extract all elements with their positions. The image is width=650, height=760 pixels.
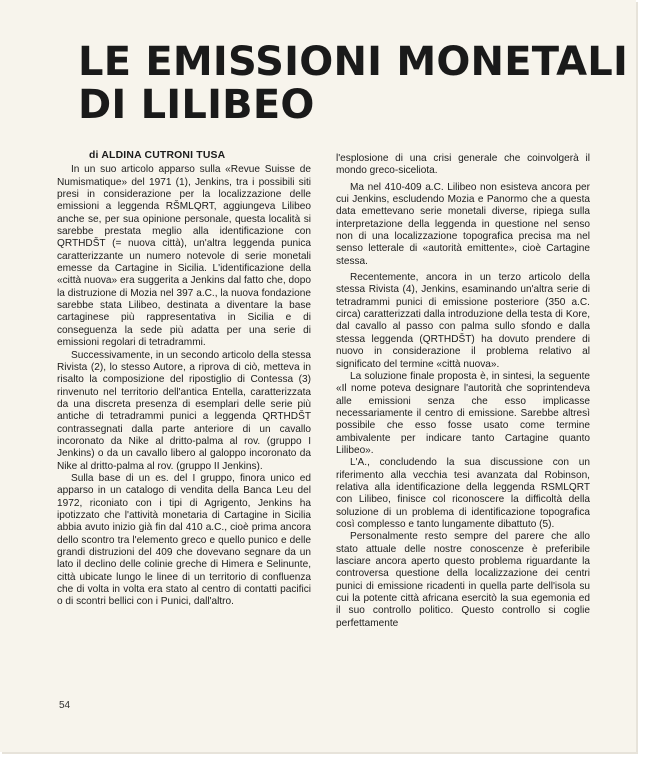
paragraph: La soluzione finale proposta è, in sintesi, la seguente «Il nome poteva designare l'autorità che soprintendeva alle emissioni senza che esso implicasse necessariamente il centro di emissione. Sarebbe altresì possibile che esso fosse usato come termine ambivalente per indicare tanto Cartagine quanto Lilibeo». bbox=[336, 370, 590, 456]
left-column bbox=[57, 150, 311, 609]
title-line-1: LE EMISSIONI MONETALI bbox=[78, 39, 629, 85]
author-byline: di ALDINA CUTRONI TUSA bbox=[89, 150, 226, 161]
article-title bbox=[78, 39, 629, 128]
paragraph: Ma nel 410-409 a.C. Lilibeo non esisteva ancora per cui Jenkins, escludendo Mozia e Panormo che a questa data emettevano serie monetali diverse, ripiega sulla interpretazione della leggenda in questione nel senso non di una localizzazione topografica precisa ma nel senso letterale di «autorità emittente», cioè Cartagine stessa. bbox=[336, 181, 590, 267]
paragraph: l'esplosione di una crisi generale che coinvolgerà il mondo greco-siceliota. bbox=[336, 153, 590, 177]
title-line-2: DI LILIBEO bbox=[78, 82, 315, 128]
paragraph: Successivamente, in un secondo articolo della stessa Rivista (2), lo stesso Autore, a riprova di ciò, metteva in risalto la composizione del ripostiglio di Contessa (3) rinvenuto nel territorio dell'antica Entella, caratterizzata da una discreta presenza di esemplari delle serie più antiche di tetradrammi punici a leggenda QRTHDŠT contrassegnati dalla parte anteriore di un cavallo incoronato da Nike al dritto-palma al rov. (gruppo I Jenkins) o da un cavallo libero al galoppo incoronato da Nike al dritto-palma al rov. (gruppo II Jenkins). bbox=[57, 349, 311, 472]
paragraph: Personalmente resto sempre del parere che allo stato attuale delle nostre conoscenze è preferibile lasciare ancora aperto questo problema riguardante la controversa questione della localizzazione dei centri punici di emissione ricadenti in quella parte dell'isola su cui la potente città africana esercitò la sua egemonia ed il suo controllo politico. Questo controllo si coglie perfettamente bbox=[336, 531, 590, 629]
paragraph: Recentemente, ancora in un terzo articolo della stessa Rivista (4), Jenkins, esaminando un'altra serie di tetradrammi punici di emissione posteriore (350 a.C. circa) caratterizzati dalla introduzione della testa di Kore, dal cavallo al passo con palma sullo sfondo e dalla stessa leggenda (QRTHDŠT) ha dovuto prendere di nuovo in considerazione il problema relativo al significato del termine «città nuova». bbox=[336, 272, 590, 370]
page-number: 54 bbox=[59, 700, 71, 711]
right-column bbox=[336, 153, 590, 630]
paragraph: Sulla base di un es. del I gruppo, finora unico ed apparso in un catalogo di vendita della Banca Leu del 1972, riconiato con i tipi di Agrigento, Jenkins ha ipotizzato che l'attività monetaria di Cartagine in Sicilia abbia avuto inizio già fin dal 410 a.C., cioè prima ancora dello scontro tra l'elemento greco e quello punico e delle grandi distruzioni del 409 che dovevano segnare da un lato il declino delle colinie greche di Himera e Selinunte, città ubicate lungo le linee di un territorio di confluenza che di volta in volta era stato al centro di contatti pacifici o di scontri bellici con i Punici, dall'altro. bbox=[57, 472, 311, 608]
paragraph: L'A., concludendo la sua discussione con un riferimento alla vecchia tesi avanzata dal Robinson, relativa alla identificazione della leggenda RSMLQRT con Lilibeo, finisce col riconoscere la difficoltà della soluzione di un problema di identificazione topografica così complesso e tanto lungamente dibattuto (5). bbox=[336, 457, 590, 530]
paragraph: In un suo articolo apparso sulla «Revue Suisse de Numismatique» del 1971 (1), Jenkins, tra i possibili siti presi in considerazione per la localizzazione delle emissioni a leggenda RŠMLQRT, aggiungeva Lilibeo anche se, per sua opinione personale, questa località si sarebbe prestata meglio alla identificazione con QRTHDŠT (= nuova città), un'altra leggenda punica caratterizzante un numero notevole di serie monetali emesse da Cartagine in Sicilia. L'identificazione della «città nuova» era suggerita a Jenkins dal fatto che, dopo la distruzione di Mozia nel 397 a.C., la nuova fondazione sarebbe stata Lilibeo, destinata a diventare la base cartaginese più rappresentativa in Sicilia e di conseguenza la sede più adatta per una serie di emissioni regolari di tetradrammi. bbox=[57, 164, 311, 349]
